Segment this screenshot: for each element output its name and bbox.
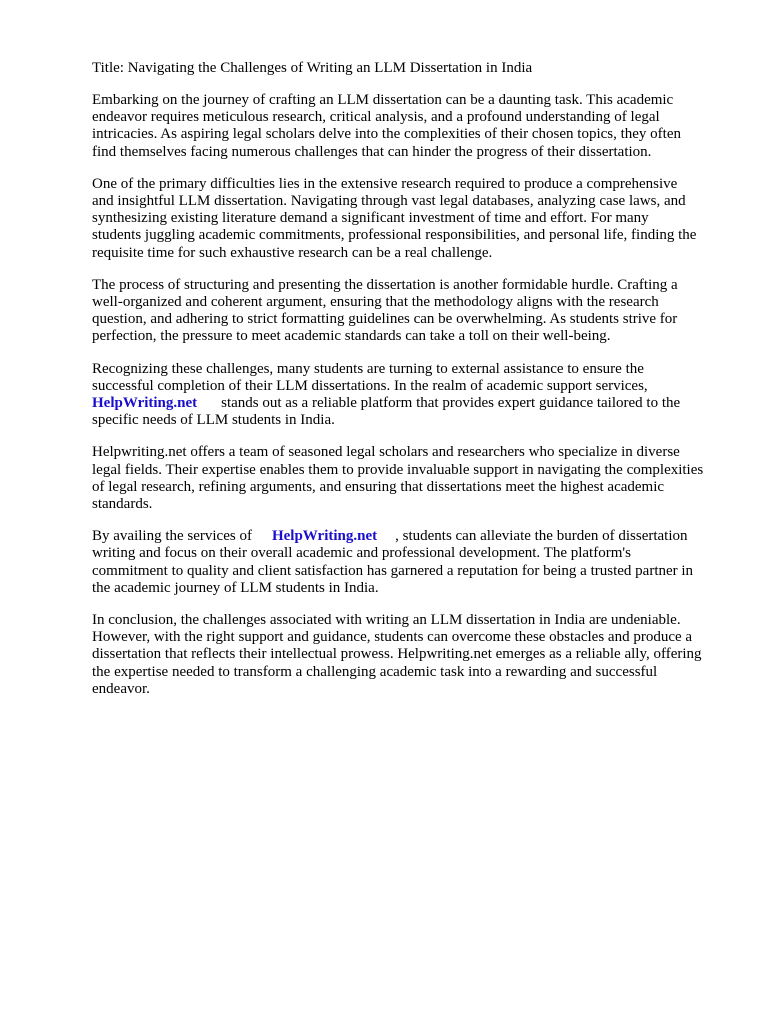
- paragraph-line: In conclusion, the challenges associated with writing an LLM dissertation in India are undeniable.: [92, 612, 681, 629]
- document-title: Title: Navigating the Challenges of Writing an LLM Dissertation in India: [92, 60, 533, 76]
- paragraph-conclusion: [92, 612, 732, 698]
- paragraph-line: The process of structuring and presenting the dissertation is another formidable hurdle. Crafting a: [92, 276, 678, 293]
- paragraph-line: One of the primary difficulties lies in the extensive research required to produce a comprehensive: [92, 175, 678, 192]
- paragraph-line-with-link: [92, 395, 732, 412]
- helpwriting-link[interactable]: HelpWriting.net: [92, 395, 198, 412]
- paragraph-line: Helpwriting.net offers a team of seasoned legal scholars and researchers who specialize in diverse: [92, 444, 680, 461]
- paragraph-structure: [92, 277, 732, 346]
- paragraph-line: Recognizing these challenges, many students are turning to external assistance to ensure the: [92, 360, 644, 377]
- paragraph-line: requisite time for such exhaustive research can be a real challenge.: [92, 244, 493, 261]
- helpwriting-link[interactable]: HelpWriting.net: [271, 528, 378, 545]
- paragraph-assistance: [92, 361, 732, 430]
- paragraph-line: standards.: [92, 496, 153, 513]
- paragraph-line: well-organized and coherent argument, ensuring that the methodology aligns with the research: [92, 294, 659, 311]
- paragraph-services: [92, 528, 732, 597]
- paragraph-line: specific needs of LLM students in India.: [92, 412, 335, 429]
- paragraph-line-text: By availing the services of: [92, 528, 252, 545]
- paragraph-line-text: stands out as a reliable platform that provides expert guidance tailored to the: [221, 395, 681, 412]
- paragraph-line: synthesizing existing literature demand a significant investment of time and effort. For many: [92, 210, 649, 227]
- paragraph-research: [92, 176, 732, 262]
- paragraph-line: writing and focus on their overall academic and professional development. The platform's: [92, 545, 631, 562]
- paragraph-line: the academic journey of LLM students in India.: [92, 579, 379, 596]
- paragraph-line: However, with the right support and guidance, students can overcome these obstacles and produce a: [92, 629, 693, 646]
- document-body: [92, 58, 732, 713]
- paragraph-line-text: , students can alleviate the burden of dissertation: [395, 528, 688, 545]
- paragraph-line: legal fields. Their expertise enables them to provide invaluable support in navigating the complexities: [92, 461, 704, 478]
- paragraph-line: intricacies. As aspiring legal scholars delve into the complexities of their chosen topics, they often: [92, 126, 682, 143]
- paragraph-line: find themselves facing numerous challenges that can hinder the progress of their dissertation.: [92, 143, 652, 160]
- paragraph-line: endeavor requires meticulous research, critical analysis, and a profound understanding of legal: [92, 109, 660, 126]
- paragraph-line: commitment to quality and client satisfaction has garnered a reputation for being a trusted partner in: [92, 562, 694, 579]
- paragraph-line: successful completion of their LLM dissertations. In the realm of academic support services,: [92, 377, 648, 394]
- paragraph-line: Embarking on the journey of crafting an LLM dissertation can be a daunting task. This academic: [92, 92, 674, 108]
- paragraph-intro: [92, 92, 732, 161]
- paragraph-line: the expertise needed to transform a challenging academic task into a rewarding and successful: [92, 663, 658, 680]
- paragraph-line: and insightful LLM dissertation. Navigating through vast legal databases, analyzing case laws, and: [92, 193, 686, 210]
- paragraph-team: [92, 444, 732, 513]
- paragraph-line: endeavor.: [92, 680, 150, 697]
- paragraph-line: of legal research, refining arguments, and ensuring that dissertations meet the highest academic: [92, 478, 665, 495]
- paragraph-line: perfection, the pressure to meet academic standards can take a toll on their well-being.: [92, 328, 611, 345]
- paragraph-line: students juggling academic commitments, professional responsibilities, and personal life, finding the: [92, 227, 697, 244]
- paragraph-line-with-link: [92, 528, 732, 545]
- paragraph-line: question, and adhering to strict formatting guidelines can be overwhelming. As students strive for: [92, 311, 678, 328]
- paragraph-line: dissertation that reflects their intellectual prowess. Helpwriting.net emerges as a reliable ally, offering: [92, 646, 702, 663]
